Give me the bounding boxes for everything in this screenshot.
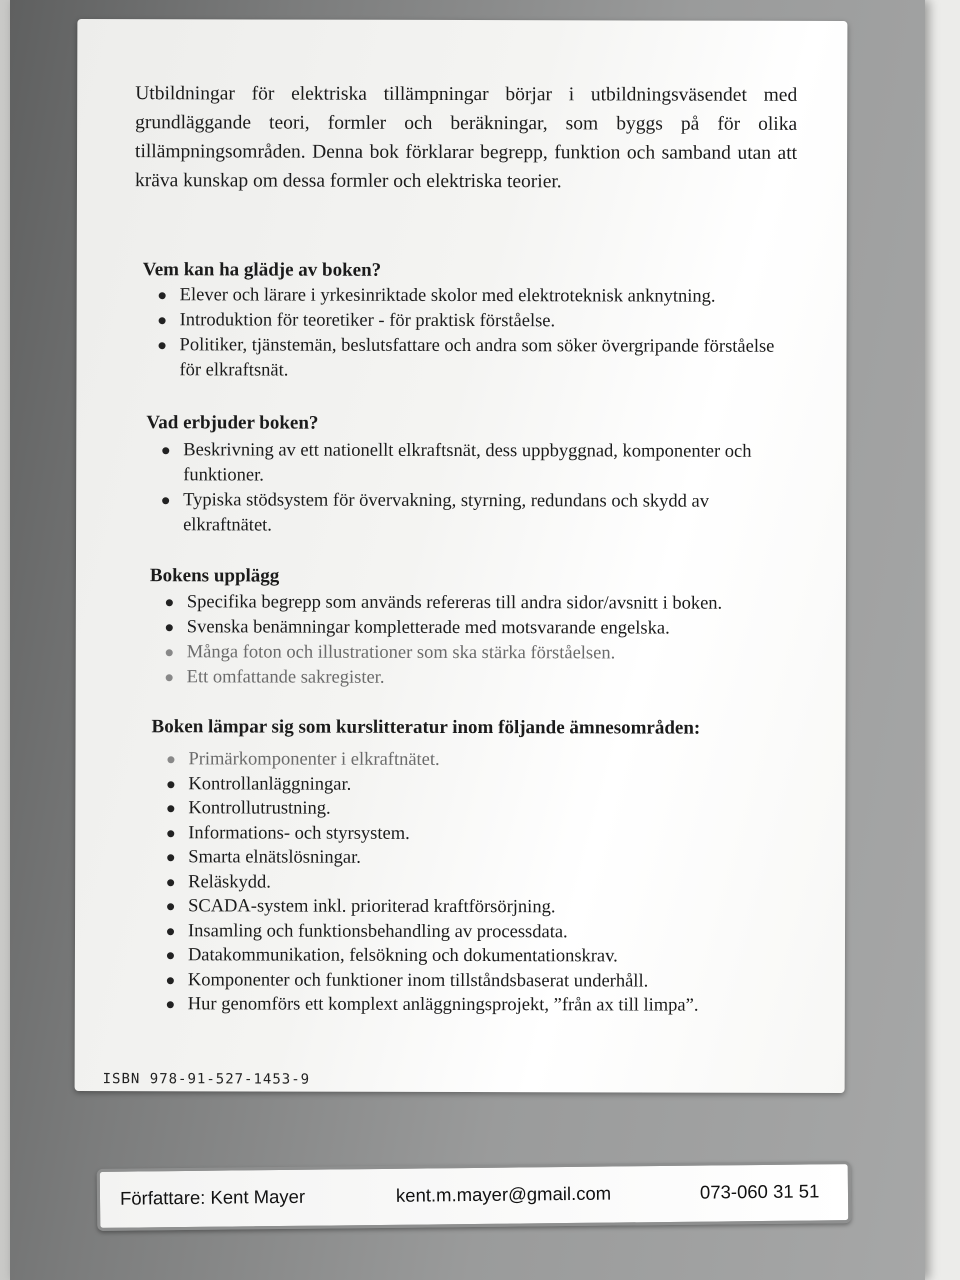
list-item: Datakommunikation, felsökning och dokumentationskrav. <box>165 943 805 969</box>
list-item: Reläskydd. <box>165 870 805 896</box>
back-cover-label <box>75 19 848 1093</box>
list-item: Ett omfattande sakregister. <box>164 665 804 692</box>
list-item: Kontrollanläggningar. <box>165 772 805 798</box>
list-item: SCADA-system inkl. prioriterad kraftförsörjning. <box>165 894 805 920</box>
layout-list <box>164 590 804 692</box>
list-item: Politiker, tjänstemän, beslutsfattare och andra som söker övergripande förståelse för elkraftsnät. <box>156 333 796 385</box>
list-item: Insamling och funktionsbehandling av processdata. <box>165 919 805 945</box>
book-back-cover <box>10 0 925 1280</box>
author-email: kent.m.mayer@gmail.com <box>395 1182 612 1206</box>
section-heading-layout: Bokens upplägg <box>149 565 280 587</box>
author-name: Författare: Kent Mayer <box>119 1185 306 1209</box>
list-item: Primärkomponenter i elkraftnätet. <box>165 747 805 773</box>
course-list <box>165 747 806 1018</box>
intro-paragraph: Utbildningar för elektriska tillämpningar börjar i utbildningsväsendet med grundläggande teori, formler och beräkningar, som byggs på för olika tillämpningsområden. Denna bok förklarar begrepp, funktion och samband utan att kräva kunskap om dessa formler och elektriska teorier. <box>134 83 798 193</box>
list-item: Komponenter och funktioner inom tillståndsbaserat underhåll. <box>165 968 805 994</box>
list-item: Typiska stödsystem för övervakning, styrning, redundans och skydd av elkraftnätet. <box>160 488 790 540</box>
section-heading-offers: Vad erbjuder boken? <box>146 412 319 434</box>
list-item: Kontrollutrustning. <box>165 796 805 822</box>
list-item: Elever och lärare i yrkesinriktade skolor med elektroteknisk anknytning. <box>157 283 797 310</box>
list-item: Beskrivning av ett nationellt elkraftsnät, dess uppbyggnad, komponenter och funktioner. <box>160 438 790 490</box>
list-item: Hur genomförs ett komplext anläggningsprojekt, ”från ax till limpa”. <box>165 992 805 1018</box>
section-heading-audience: Vem kan ha glädje av boken? <box>142 259 382 281</box>
list-item: Informations- och styrsystem. <box>165 821 805 847</box>
isbn-number: ISBN 978-91-527-1453-9 <box>102 1071 311 1088</box>
list-item: Svenska benämningar kompletterade med motsvarande engelska. <box>164 615 804 642</box>
list-item: Introduktion för teoretiker - för praktisk förståelse. <box>157 308 797 335</box>
paper-sheet-edge <box>920 0 960 1280</box>
list-item: Smarta elnätslösningar. <box>165 845 805 871</box>
offers-list <box>160 438 790 540</box>
list-item: Många foton och illustrationer som ska stärka förståelsen. <box>164 640 804 667</box>
author-contact-bar <box>97 1161 852 1231</box>
author-phone: 073-060 31 51 <box>699 1180 820 1203</box>
section-heading-course: Boken lämpar sig som kurslitteratur inom följande ämnesområden: <box>151 716 701 739</box>
audience-list <box>156 283 796 385</box>
list-item: Specifika begrepp som används refereras till andra sidor/avsnitt i boken. <box>164 590 804 617</box>
